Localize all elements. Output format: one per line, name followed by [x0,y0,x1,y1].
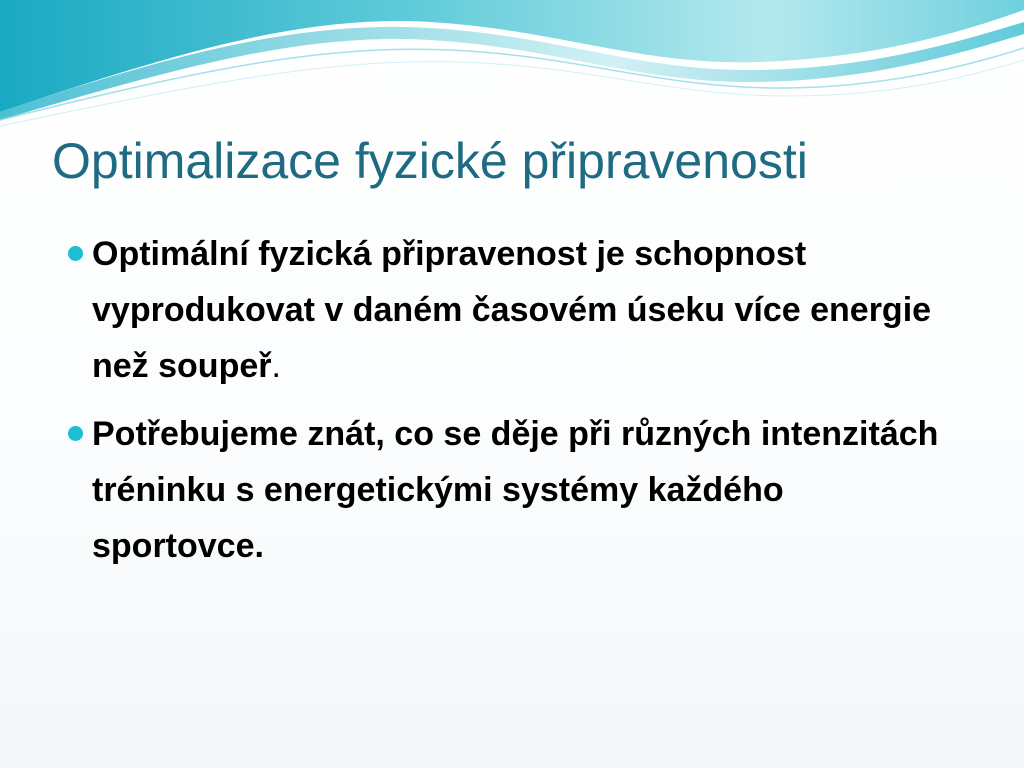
bullet-item [62,406,962,574]
bullet-list [62,226,962,586]
bullet-item [62,226,962,394]
slide-title: Optimalizace fyzické připravenosti [52,133,808,189]
bullet-dot-icon [68,246,83,261]
decorative-wave-header [0,0,1024,130]
bullet-suffix: . [271,347,281,385]
bullet-text: Optimální fyzická připravenost je schopnost vyprodukovat v daném časovém úseku více energie než soupeř [92,235,932,385]
bullet-dot-icon [68,426,83,441]
bullet-text: Potřebujeme znát, co se děje při různých intenzitách tréninku s energetickými systémy každého sportovce. [92,415,939,565]
